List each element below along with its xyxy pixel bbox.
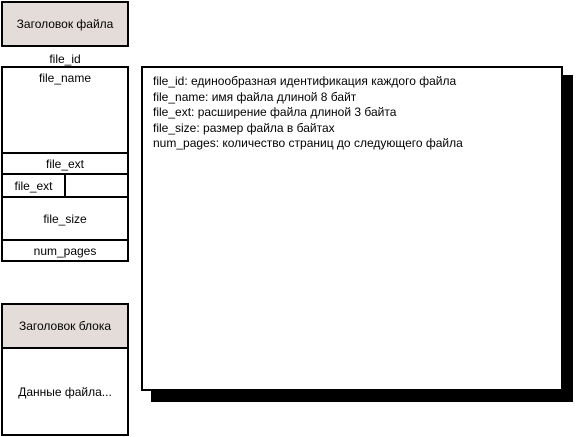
field-file-ext-split	[1, 173, 66, 198]
description-line-num-pages: num_pages: количество страниц до следующего файла	[153, 136, 463, 150]
field-file-ext	[1, 152, 129, 175]
field-file-id	[1, 50, 129, 67]
field-file-size	[1, 196, 129, 241]
block-header-title: Заголовок блока	[18, 319, 112, 333]
field-file-ext-label: file_ext	[45, 156, 85, 171]
field-num-pages-label: num_pages	[33, 243, 97, 258]
block-content-box	[1, 347, 129, 436]
file-header-box	[1, 1, 129, 47]
block-content-label: Данные файла...	[18, 384, 112, 399]
block-header-box	[1, 303, 129, 349]
description-line-file-name: file_name: имя файла длиной 8 байт	[153, 89, 357, 104]
field-file-name-label: file_name	[38, 71, 92, 85]
field-file-ext-split-label: file_ext	[14, 178, 53, 193]
description-line-file-size: file_size: размер файла в байтах	[153, 120, 335, 135]
field-num-pages	[1, 239, 129, 262]
field-file-size-label: file_size	[43, 211, 87, 226]
field-file-name	[1, 66, 129, 154]
description-line-file-ext: file_ext: расширение файла длиной 3 байта	[153, 105, 397, 119]
field-file-id-label: file_id	[49, 51, 81, 66]
description-line-file-id: file_id: единообразная идентификация каждого файла	[153, 74, 457, 88]
field-file-ext-empty	[64, 173, 129, 198]
file-header-title: Заголовок файла	[16, 17, 114, 31]
description-box	[141, 66, 563, 391]
